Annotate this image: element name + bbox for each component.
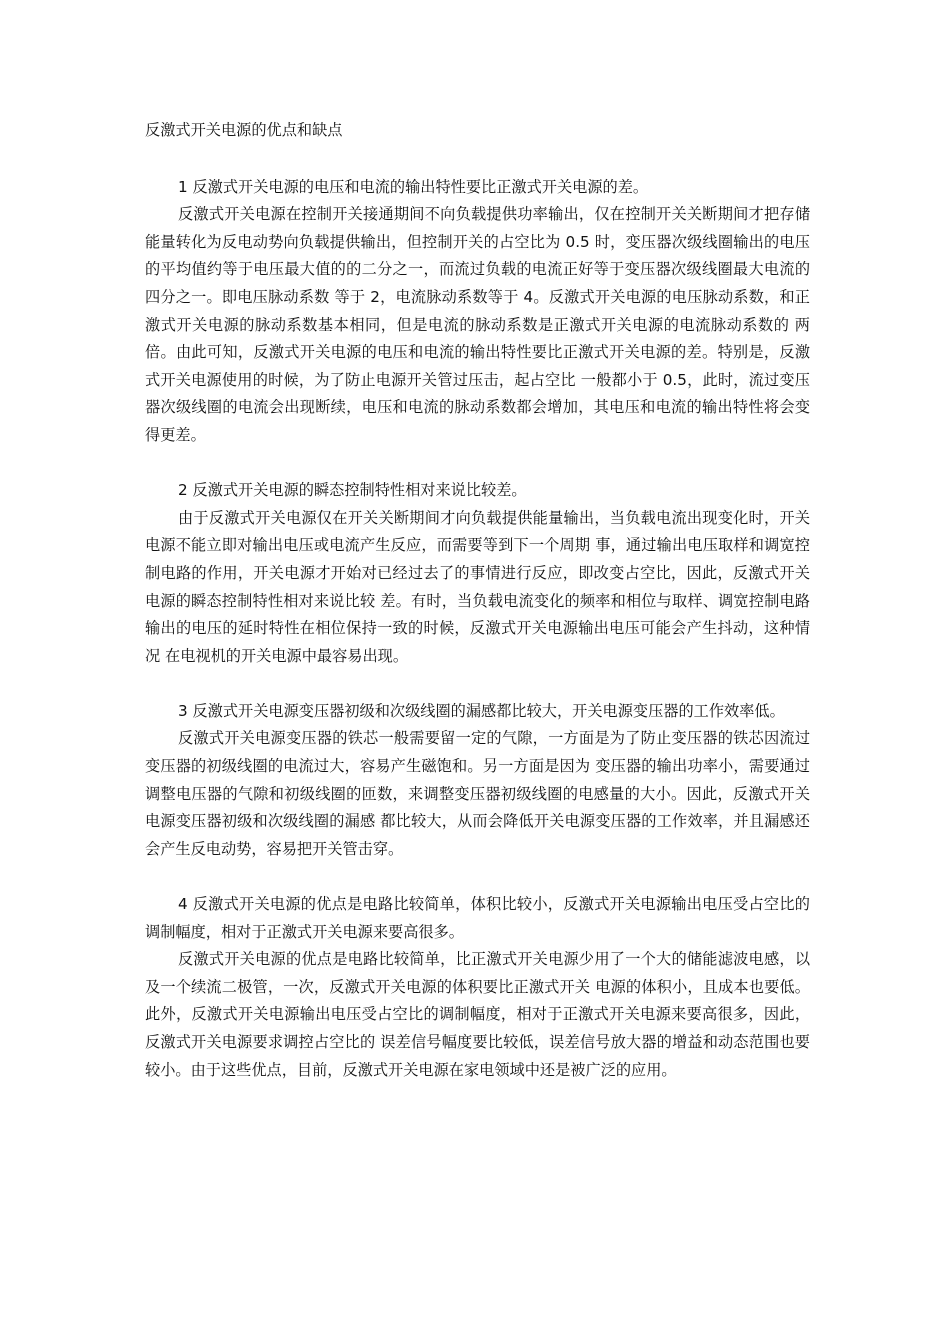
section-heading: 1 反激式开关电源的电压和电流的输出特性要比正激式开关电源的差。 xyxy=(178,177,649,196)
document-title: 反激式开关电源的优点和缺点 xyxy=(145,121,343,139)
section-paragraph: 反激式开关电源的优点是电路比较简单，比正激式开关电源少用了一个大的储能滤波电感，以及一个续流二极管，一次，反激式开关电源的体积要比正激式开关 电源的体积小，且成本也要低。此外，反激式开关电源输出电压受占空比的调制幅度，相对于正激式开关电源来要高很多，因此，反激式开关电源要求调控占空比的 误差信号幅度要比较低，误差信号放大器的增益和动态范围也要较小。由于这些优点，目前，反激式开关电源在家电领域中还是被广泛的应用。 xyxy=(145,950,810,1079)
section-1 xyxy=(145,174,810,450)
section-paragraph: 反激式开关电源在控制开关接通期间不向负载提供功率输出，仅在控制开关关断期间才把存储能量转化为反电动势向负载提供输出，但控制开关的占空比为 0.5 时，变压器次级线圈输出的电压的平均值约等于电压最大值的的二分之一，而流过负载的电流正好等于变压器次级线圈最大电流的四分之一。即电压脉动系数 等于 2，电流脉动系数等于 4。反激式开关电源的电压脉动系数，和正激式开关电源的脉动系数基本相同，但是电流的脉动系数是正激式开关电源的电流脉动系数的 两倍。由此可知，反激式开关电源的电压和电流的输出特性要比正激式开关电源的差。特别是，反激式开关电源使用的时候，为了防止电源开关管过压击，起占空比 一般都小于 0.5，此时，流过变压器次级线圈的电流会出现断续，电压和电流的脉动系数都会增加，其电压和电流的输出特性将会变得更差。 xyxy=(145,205,810,444)
section-heading: 3 反激式开关电源变压器初级和次级线圈的漏感都比较大，开关电源变压器的工作效率低。 xyxy=(178,701,785,720)
section-4 xyxy=(145,891,810,1084)
section-3 xyxy=(145,698,810,864)
section-paragraph: 由于反激式开关电源仅在开关关断期间才向负载提供能量输出，当负载电流出现变化时，开关电源不能立即对输出电压或电流产生反应，而需要等到下一个周期 事，通过输出电压取样和调宽控制电路的作用，开关电源才开始对已经过去了的事情进行反应，即改变占空比，因此，反激式开关电源的瞬态控制特性相对来说比较 差。有时，当负载电流变化的频率和相位与取样、调宽控制电路输出的电压的延时特性在相位保持一致的时候，反激式开关电源输出电压可能会产生抖动，这种情况 在电视机的开关电源中最容易出现。 xyxy=(145,508,810,665)
section-paragraph: 反激式开关电源变压器的铁芯一般需要留一定的气隙，一方面是为了防止变压器的铁芯因流过变压器的初级线圈的电流过大，容易产生磁饱和。另一方面是因为 变压器的输出功率小，需要通过调整电压器的气隙和初级线圈的匝数，来调整变压器初级线圈的电感量的大小。因此，反激式开关电源变压器初级和次级线圈的漏感 都比较大，从而会降低开关电源变压器的工作效率，并且漏感还会产生反电动势，容易把开关管击穿。 xyxy=(145,729,810,858)
section-2 xyxy=(145,477,810,670)
section-heading: 2 反激式开关电源的瞬态控制特性相对来说比较差。 xyxy=(178,481,527,500)
section-heading: 4 反激式开关电源的优点是电路比较简单，体积比较小，反激式开关电源输出电压受占空比的调制幅度，相对于正激式开关电源来要高很多。 xyxy=(145,895,810,941)
document-page xyxy=(145,117,810,1112)
